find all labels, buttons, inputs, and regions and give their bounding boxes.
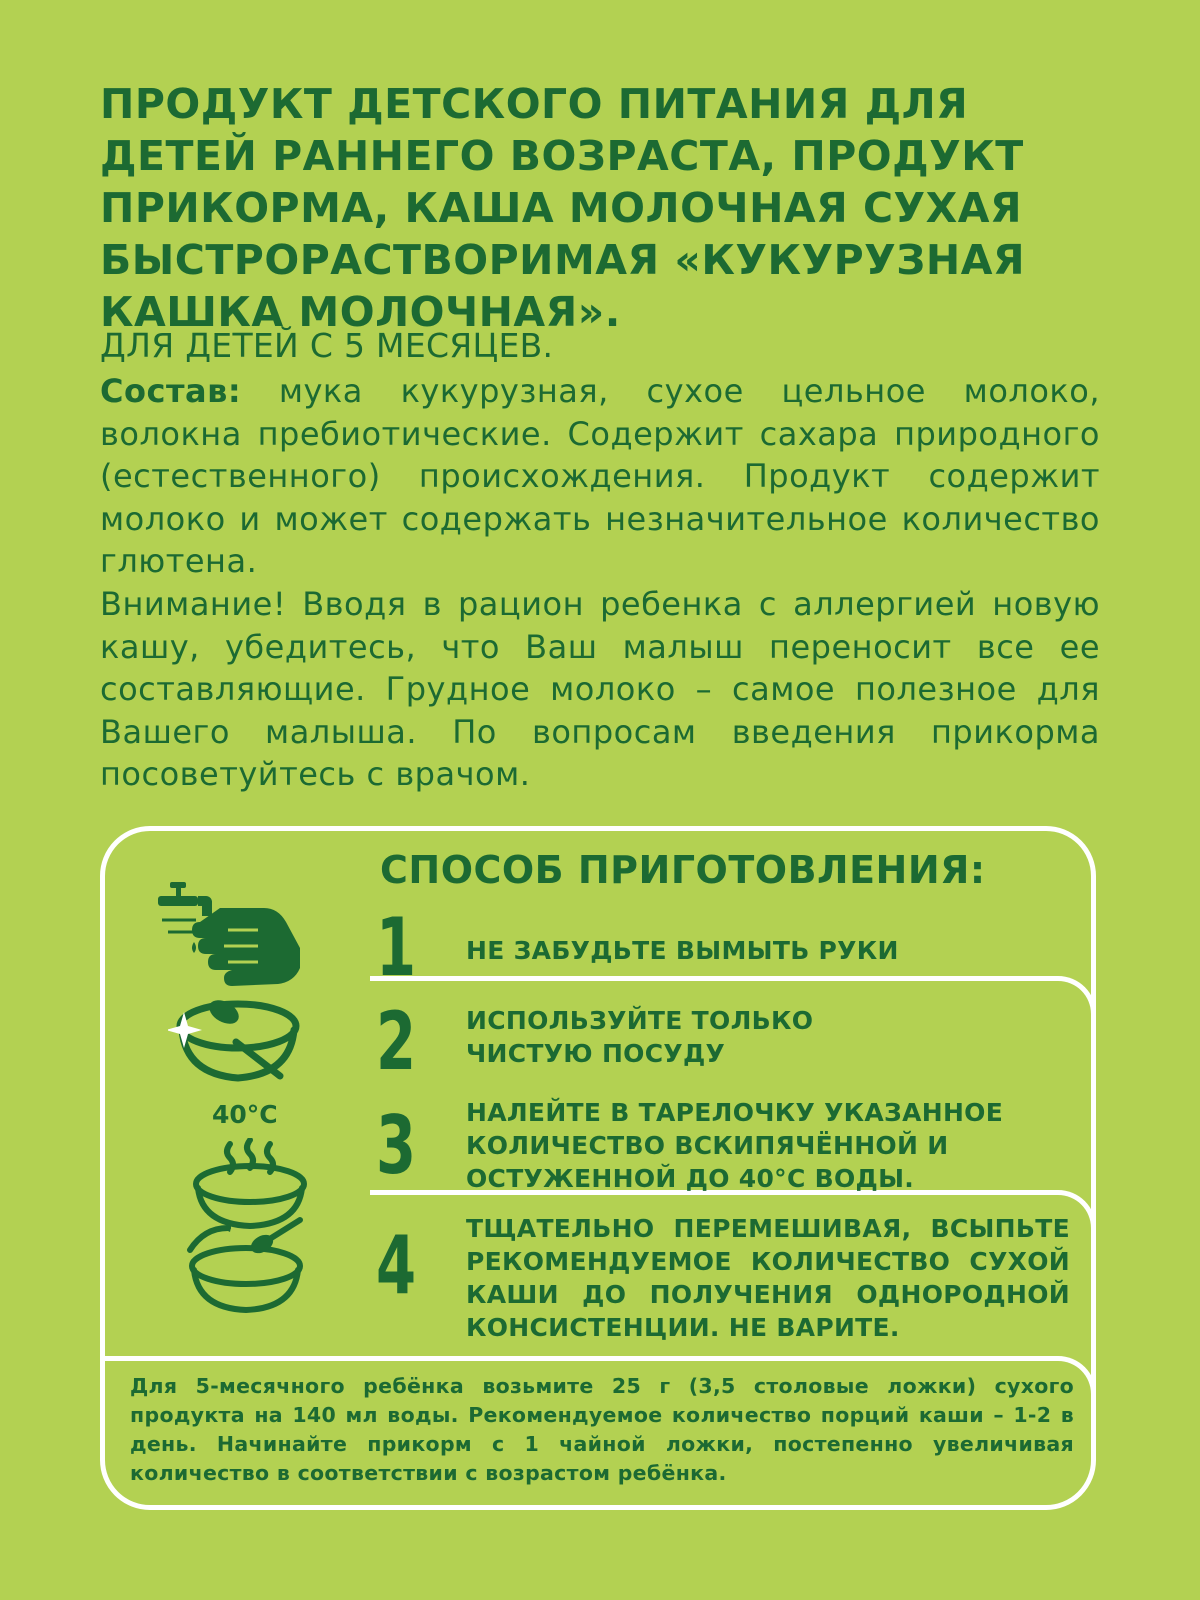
temperature-label: 40°C bbox=[212, 1100, 278, 1129]
step-number: 3 bbox=[376, 1099, 414, 1192]
allergy-warning: Внимание! Вводя в рацион ребенка с аллергией новую кашу, убедитесь, что Ваш малыш переносит все ее составляющие. Грудное молоко – самое полезное для Вашего малыша. По вопросам введения прикорма посоветуйтесь с врачом. bbox=[100, 584, 1100, 794]
product-title: ПРОДУКТ ДЕТСКОГО ПИТАНИЯ ДЛЯ ДЕТЕЙ РАННЕГО ВОЗРАСТА, ПРОДУКТ ПРИКОРМА, КАША МОЛОЧНАЯ СУХАЯ БЫСТРОРАСТВОРИМАЯ «КУКУРУЗНАЯ КАШКА МОЛОЧНАЯ». bbox=[100, 80, 1026, 336]
step-text: НЕ ЗАБУДЬТЕ ВЫМЫТЬ РУКИ bbox=[466, 936, 899, 965]
clean-bowl-spoon-icon bbox=[168, 990, 308, 1088]
composition-block bbox=[100, 370, 1100, 796]
step-number: 1 bbox=[376, 901, 414, 994]
composition-text: мука кукурузная, сухое цельное молоко, волокна пребиотические. Содержит сахара природного (естественного) происхождения. Продукт содержит молоко и может содержать незначительное количество глютена. bbox=[100, 372, 1100, 581]
step-text: ИСПОЛЬЗУЙТЕ ТОЛЬКО ЧИСТУЮ ПОСУДУ bbox=[466, 1006, 814, 1068]
composition-label: Состав: bbox=[100, 372, 242, 410]
stirring-bowl-icon bbox=[186, 1214, 316, 1314]
dosage-note: Для 5-месячного ребёнка возьмите 25 г (3,5 столовые ложки) сухого продукта на 140 мл воды. Рекомендуемое количество порций каши – 1-2 в день. Начинайте прикорм с 1 чайной ложки, постепенно увеличивая количество в соответствии с возрастом ребёнка. bbox=[130, 1374, 1074, 1485]
step-text: ТЩАТЕЛЬНО ПЕРЕМЕШИВАЯ, ВСЫПЬТЕ РЕКОМЕНДУЕМОЕ КОЛИЧЕСТВО СУХОЙ КАШИ ДО ПОЛУЧЕНИЯ ОДНОРОДНОЙ КОНСИСТЕНЦИИ. НЕ ВАРИТЕ. bbox=[466, 1214, 1070, 1342]
step-text: НАЛЕЙТЕ В ТАРЕЛОЧКУ УКАЗАННОЕ КОЛИЧЕСТВО ВСКИПЯЧЁННОЙ И ОСТУЖЕННОЙ ДО 40°С ВОДЫ. bbox=[466, 1098, 1004, 1193]
preparation-title: СПОСОБ ПРИГОТОВЛЕНИЯ: bbox=[380, 848, 986, 892]
step-number: 4 bbox=[376, 1219, 414, 1312]
age-note: ДЛЯ ДЕТЕЙ С 5 МЕСЯЦЕВ. bbox=[100, 326, 554, 365]
hand-washing-icon bbox=[158, 880, 300, 988]
step-number: 2 bbox=[376, 995, 414, 1088]
